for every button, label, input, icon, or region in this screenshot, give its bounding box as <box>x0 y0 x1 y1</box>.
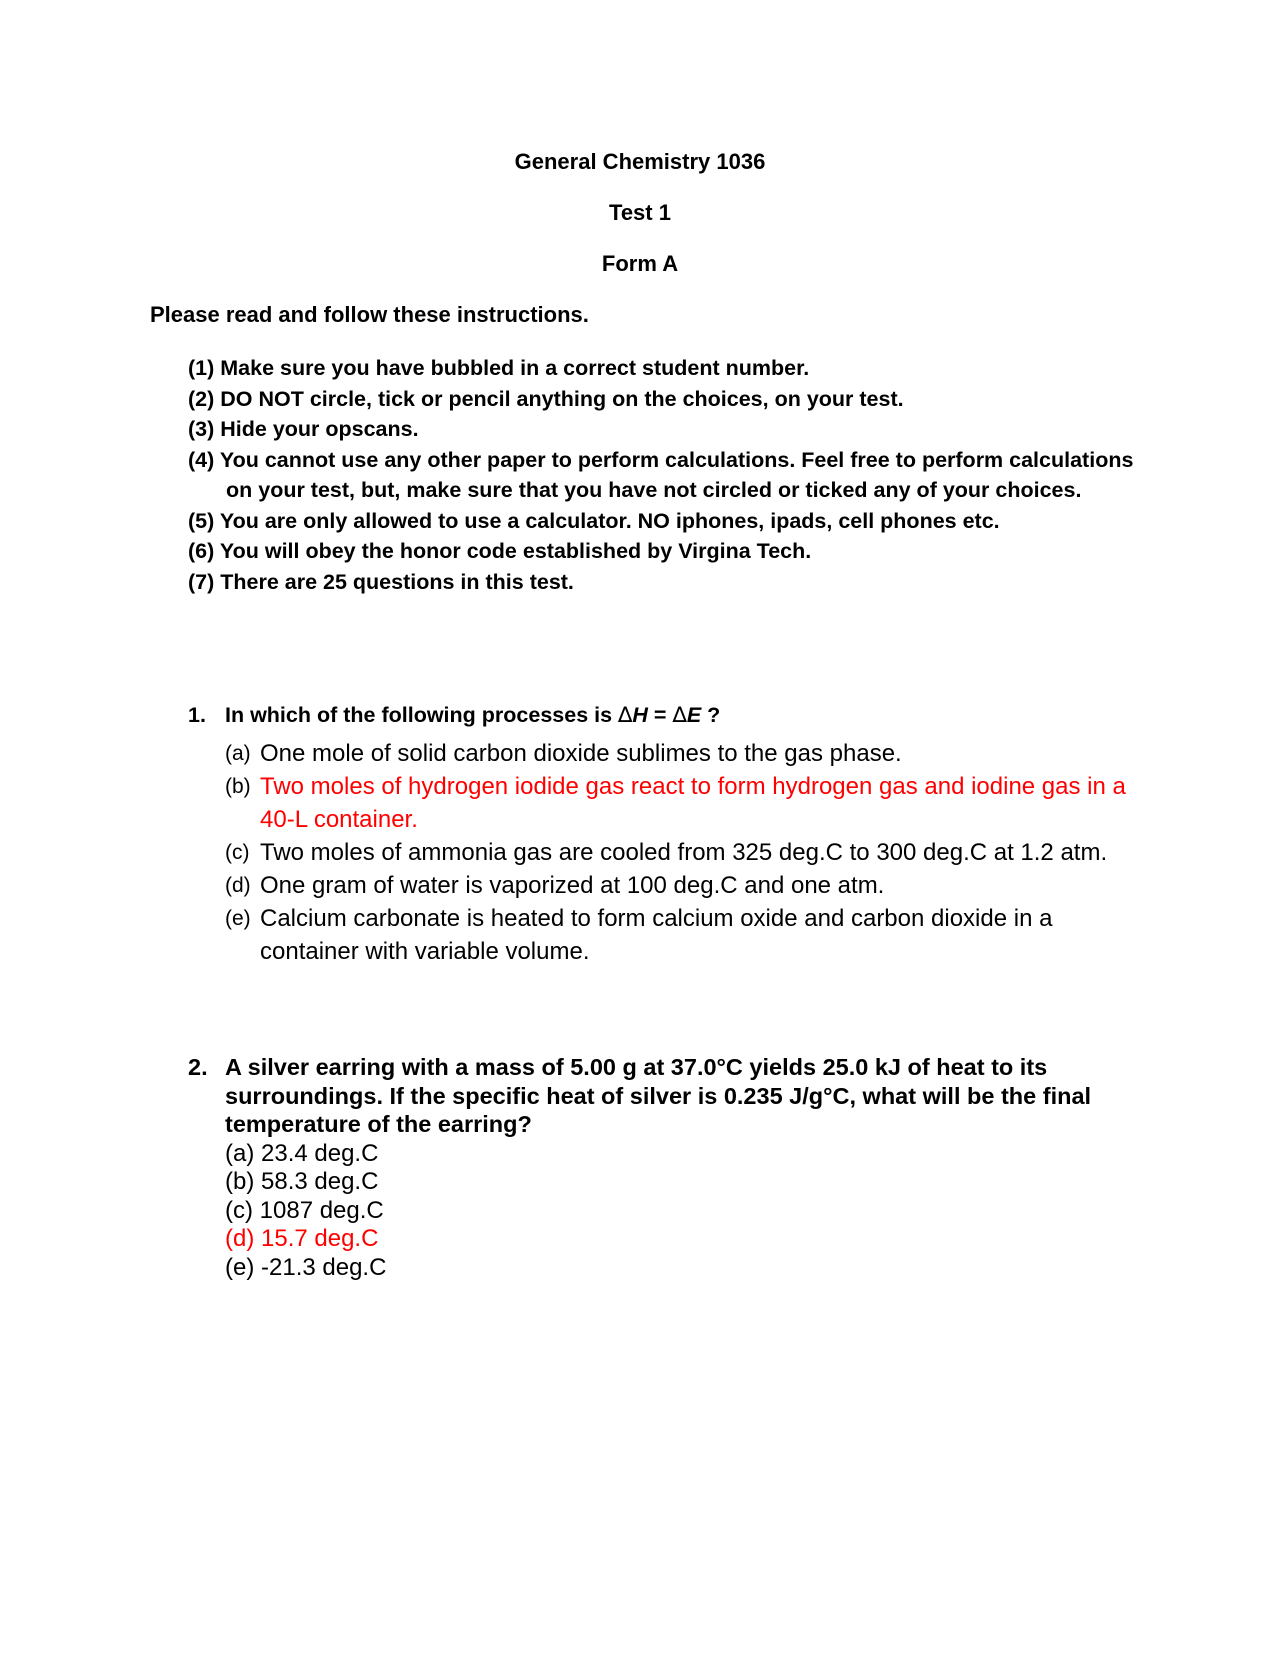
question-text: A silver earring with a mass of 5.00 g at 37.0°C yields 25.0 kJ of heat to its surroundings. If the specific heat of silver is 0.235 J/g°C, what will be the final temperature of the earring? <box>225 1054 1092 1137</box>
answer-choice-a: (a) 23.4 deg.C <box>225 1139 379 1167</box>
delta-symbol: ∆ <box>672 703 687 728</box>
instruction-item: (5) You are only allowed to use a calculator. NO iphones, ipads, cell phones etc. <box>188 508 1000 533</box>
enthalpy-variable: H <box>632 703 648 727</box>
answer-choice-e: (e) -21.3 deg.C <box>225 1253 387 1281</box>
question-stem <box>188 700 1128 731</box>
answer-choice-d-correct: (d) 15.7 deg.C <box>225 1225 379 1252</box>
answer-choice-e <box>225 902 1128 968</box>
answer-choice-b <box>225 770 1128 836</box>
question-number: 2. <box>188 1054 208 1080</box>
instruction-item: (1) Make sure you have bubbled in a correct student number. <box>188 356 810 380</box>
equals-sign: = <box>647 703 673 727</box>
instruction-item: (6) You will obey the honor code established by Virgina Tech. <box>188 539 812 563</box>
answer-choice-c: (c) 1087 deg.C <box>225 1196 384 1224</box>
correct-choice-text: Two moles of hydrogen iodide gas react to form hydrogen gas and iodine gas in a 40-L container. <box>260 773 1126 833</box>
stem-suffix: ? <box>701 703 721 727</box>
answer-choice-c <box>225 836 1128 869</box>
answer-choice-b: (b) 58.3 deg.C <box>225 1168 379 1195</box>
delta-symbol: ∆ <box>618 703 633 728</box>
choice-text: One gram of water is vaporized at 100 deg.C and one atm. <box>260 872 885 899</box>
question-text <box>225 700 1128 731</box>
question-number: 1. <box>188 703 206 727</box>
choice-letter: (b) <box>225 775 251 798</box>
choice-text: Calcium carbonate is heated to form calcium oxide and carbon dioxide in a container with variable volume. <box>260 905 1053 965</box>
energy-variable: E <box>686 703 702 727</box>
answer-choice-d <box>225 869 1128 902</box>
choice-letter: (d) <box>225 874 251 897</box>
choice-letter: (a) <box>225 742 251 765</box>
question-2 <box>188 1053 1128 1282</box>
instruction-item: (2) DO NOT circle, tick or pencil anything on the choices, on your test. <box>188 386 904 411</box>
question-stem <box>188 1053 1128 1139</box>
stem-prefix: In which of the following processes is <box>225 703 619 727</box>
exam-title: General Chemistry 1036 <box>514 149 766 174</box>
instructions-list <box>188 353 1138 597</box>
choice-text: Two moles of ammonia gas are cooled from 325 deg.C to 300 deg.C at 1.2 atm. <box>260 839 1108 866</box>
answer-choice-a <box>225 737 1128 770</box>
test-label: Test 1 <box>609 200 671 225</box>
choice-letter: (c) <box>225 841 250 864</box>
instruction-item: (3) Hide your opscans. <box>188 417 419 441</box>
instructions-heading: Please read and follow these instructions. <box>150 302 589 327</box>
question-1 <box>188 700 1128 968</box>
choice-text: One mole of solid carbon dioxide sublimes to the gas phase. <box>260 740 902 767</box>
form-label: Form A <box>601 251 679 276</box>
instruction-item: (7) There are 25 questions in this test. <box>188 569 574 594</box>
instruction-item: (4) You cannot use any other paper to perform calculations. Feel free to perform calculations on your test, but, make sure that you have not circled or ticked any of your choices. <box>188 447 1134 502</box>
answer-choices <box>225 1140 1128 1283</box>
answer-choices <box>225 737 1128 968</box>
choice-letter: (e) <box>225 907 251 930</box>
